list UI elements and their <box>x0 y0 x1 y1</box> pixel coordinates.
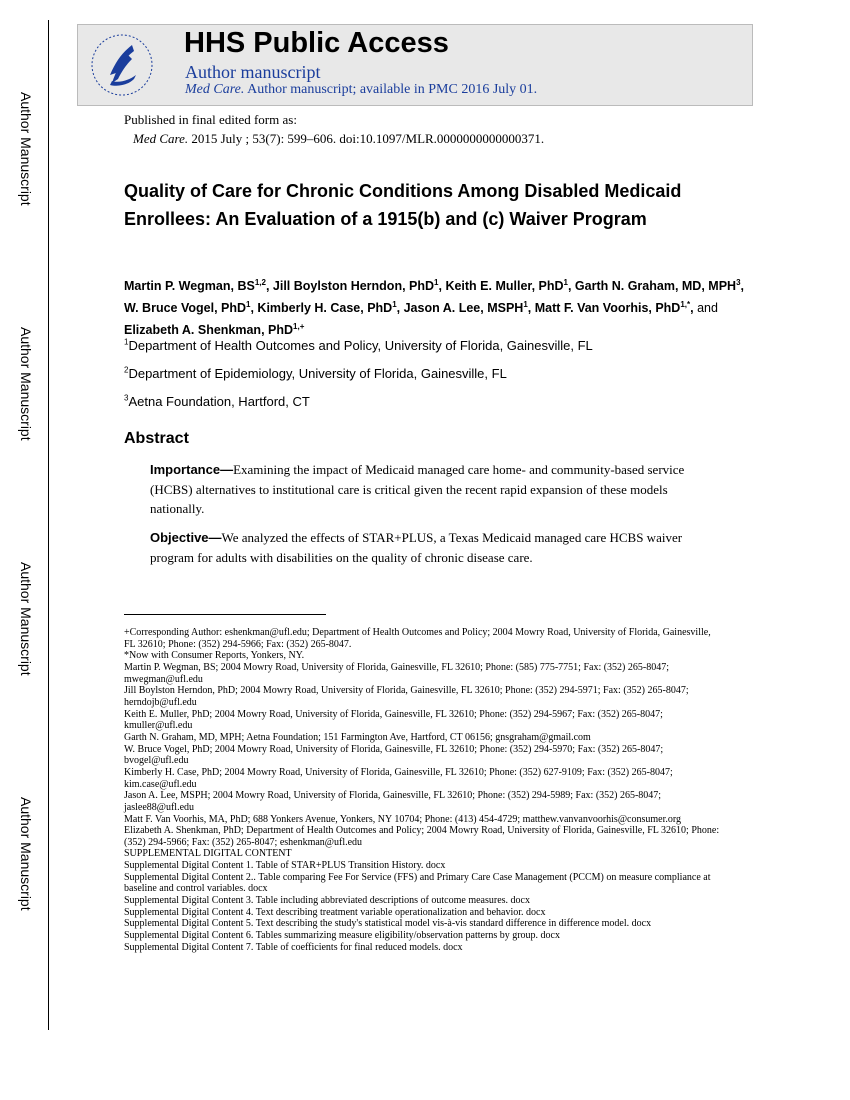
footnote: Jill Boylston Herndon, PhD; 2004 Mowry Road, University of Florida, Gainesville, FL 32610; Phone: (352) 294-5971; Fax: (352) 265-8047; herndojb@ufl.edu <box>124 685 689 708</box>
margin-rule <box>48 20 49 1030</box>
abstract-objective: Objective—We analyzed the effects of STAR+PLUS, a Texas Medicaid managed care HCBS waiver program for adults with disabilities on the quality of chronic disease care. <box>150 530 683 565</box>
footnote: Keith E. Muller, PhD; 2004 Mowry Road, University of Florida, Gainesville, FL 32610; Phone: (352) 294-5967; Fax: (352) 265-8047; kmuller@ufl.edu <box>124 708 663 732</box>
footnote: *Now with Consumer Reports, Yonkers, NY. <box>124 650 305 662</box>
footnote: Supplemental Digital Content 5. Text describing the study's statistical model vis-à-vis standard difference in difference model. docx <box>124 918 652 930</box>
footnote: Kimberly H. Case, PhD; 2004 Mowry Road, University of Florida, Gainesville, FL 32610; Phone: (352) 627-9109; Fax: (352) 265-8047; kim.case@ufl.edu <box>124 766 673 790</box>
author-name: Matt F. Van Voorhis, PhD <box>534 301 681 315</box>
footnote: Supplemental Digital Content 2.. Table comparing Fee For Service (FFS) and Primary Care Case Management (PCCM) on measure compliance at baseline and control variables. docx <box>124 871 711 895</box>
author-name: Elizabeth A. Shenkman, PhD <box>124 323 294 337</box>
side-label-text: Author Manuscript <box>18 797 34 911</box>
footnotes <box>124 627 724 953</box>
author-affiliation-mark: 1 <box>523 299 528 309</box>
and-text: and <box>697 301 718 315</box>
published-info <box>124 110 544 148</box>
author-affiliation-mark: 1,2 <box>254 277 266 287</box>
footnote: +Corresponding Author: eshenkman@ufl.edu; Department of Health Outcomes and Policy; 2004 Mowry Road, University of Florida, Gainesville, FL 32610; Phone: (352) 294-5966; Fax: (352) 265-8047. <box>124 627 711 650</box>
published-label: Published in final edited form as: <box>124 112 297 127</box>
footnote: Supplemental Digital Content 3. Table including abbreviated descriptions of outcome measures. docx <box>124 895 530 907</box>
footnote: SUPPLEMENTAL DIGITAL CONTENT <box>124 848 292 860</box>
affiliation: $^3$Aetna Foundation, Hartford, CT <box>124 393 310 409</box>
author-list: Martin P. Wegman, BS$^{1,2}$, Jill Boylston Herndon, PhD$^1$, Keith E. Muller, PhD$^1$, Garth N. Graham, MD, MPH$^3$, W. Bruce Vogel, PhD$^1$, Kimberly H. Case, PhD$^1$, Jason A. Lee, MSPH$^1$, Matt F. Van Voorhis, PhD$^{1,*}$, and Elizabeth A. Shenkman, PhD$^{1,+}$ <box>124 277 744 337</box>
author-affiliation-mark: 1 <box>392 299 397 309</box>
author-affiliation-mark: 1 <box>434 277 439 287</box>
author-affiliation-mark: 1 <box>563 277 568 287</box>
footnote: Martin P. Wegman, BS; 2004 Mowry Road, University of Florida, Gainesville, FL 32610; Phone: (585) 775-7751; Fax: (352) 265-8047; mwegman@ufl.edu <box>124 661 669 685</box>
side-label-text: Author Manuscript <box>18 562 34 676</box>
abstract-heading: Abstract <box>124 430 189 447</box>
footnote: Jason A. Lee, MSPH; 2004 Mowry Road, University of Florida, Gainesville, FL 32610; Phone: (352) 294-5989; Fax: (352) 265-8047; jaslee88@ufl.edu <box>124 790 662 813</box>
affiliation: $^2$Department of Epidemiology, University of Florida, Gainesville, FL <box>124 365 507 381</box>
author-affiliation-mark: 1,* <box>680 299 691 309</box>
header-title: HHS Public Access <box>184 27 449 59</box>
footnote-rule <box>124 614 326 615</box>
footnote: Garth N. Graham, MD, MPH; Aetna Foundation; 151 Farmington Ave, Hartford, CT 06156; gnsgraham@gmail.com <box>124 731 591 743</box>
author-name: Garth N. Graham, MD, MPH <box>574 279 737 293</box>
affiliation: $^1$Department of Health Outcomes and Policy, University of Florida, Gainesville, FL <box>124 337 593 353</box>
header-subtitle: Author manuscript <box>185 62 321 82</box>
abstract-importance: Importance—Examining the impact of Medicaid managed care home- and community-based service (HCBS) alternatives to institutional care is critical given the recent rapid expansion of these models nationally. <box>150 462 685 516</box>
author-name: Martin P. Wegman, BS <box>124 279 255 293</box>
footnote: Matt F. Van Voorhis, MA, PhD; 688 Yonkers Avenue, Yonkers, NY 10704; Phone: (413) 454-4729; matthew.vanvanvoorhis@consumer.org <box>124 813 682 825</box>
hhs-eagle-logo-icon <box>88 31 156 99</box>
footnote: Supplemental Digital Content 7. Table of coefficients for final reduced models. docx <box>124 941 463 953</box>
author-name: Kimberly H. Case, PhD <box>257 301 393 315</box>
footnote: Supplemental Digital Content 1. Table of STAR+PLUS Transition History. docx <box>124 860 446 872</box>
availability-text: Author manuscript; available in PMC 2016 July 01. <box>244 82 538 97</box>
author-name: W. Bruce Vogel, PhD <box>124 301 247 315</box>
author-name: Jason A. Lee, MSPH <box>403 301 524 315</box>
side-label-text: Author Manuscript <box>18 92 34 206</box>
availability <box>185 82 537 98</box>
author-affiliation-mark: 3 <box>736 277 741 287</box>
author-affiliation-mark: 1,+ <box>293 321 305 331</box>
hhs-header <box>77 24 753 106</box>
footnote: W. Bruce Vogel, PhD; 2004 Mowry Road, University of Florida, Gainesville, FL 32610; Phone: (352) 294-5970; Fax: (352) 265-8047; bvogel@ufl.edu <box>124 743 664 767</box>
journal-name: Med Care. <box>133 131 189 146</box>
author-name: Keith E. Muller, PhD <box>445 279 564 293</box>
footnote: Supplemental Digital Content 4. Text describing treatment variable operationalization and behavior. docx <box>124 906 546 918</box>
citation: 2015 July ; 53(7): 599–606. doi:10.1097/MLR.0000000000000371. <box>188 131 545 146</box>
footnote: Supplemental Digital Content 6. Tables summarizing measure eligibility/observation patterns by group. docx <box>124 930 560 942</box>
side-label-text: Author Manuscript <box>18 327 34 441</box>
journal-name: Med Care. <box>185 82 245 97</box>
footnote: Elizabeth A. Shenkman, PhD; Department of Health Outcomes and Policy; 2004 Mowry Road, University of Florida, Gainesville, FL 32610; Phone: (352) 294-5966; Fax: (352) 265-8047; eshenkman@ufl.edu <box>124 825 720 848</box>
author-affiliation-mark: 1 <box>246 299 251 309</box>
author-name: Jill Boylston Herndon, PhD <box>272 279 435 293</box>
paper-title: Quality of Care for Chronic Conditions Among Disabled Medicaid Enrollees: An Evaluation of a 1915(b) and (c) Waiver Program <box>124 181 682 229</box>
